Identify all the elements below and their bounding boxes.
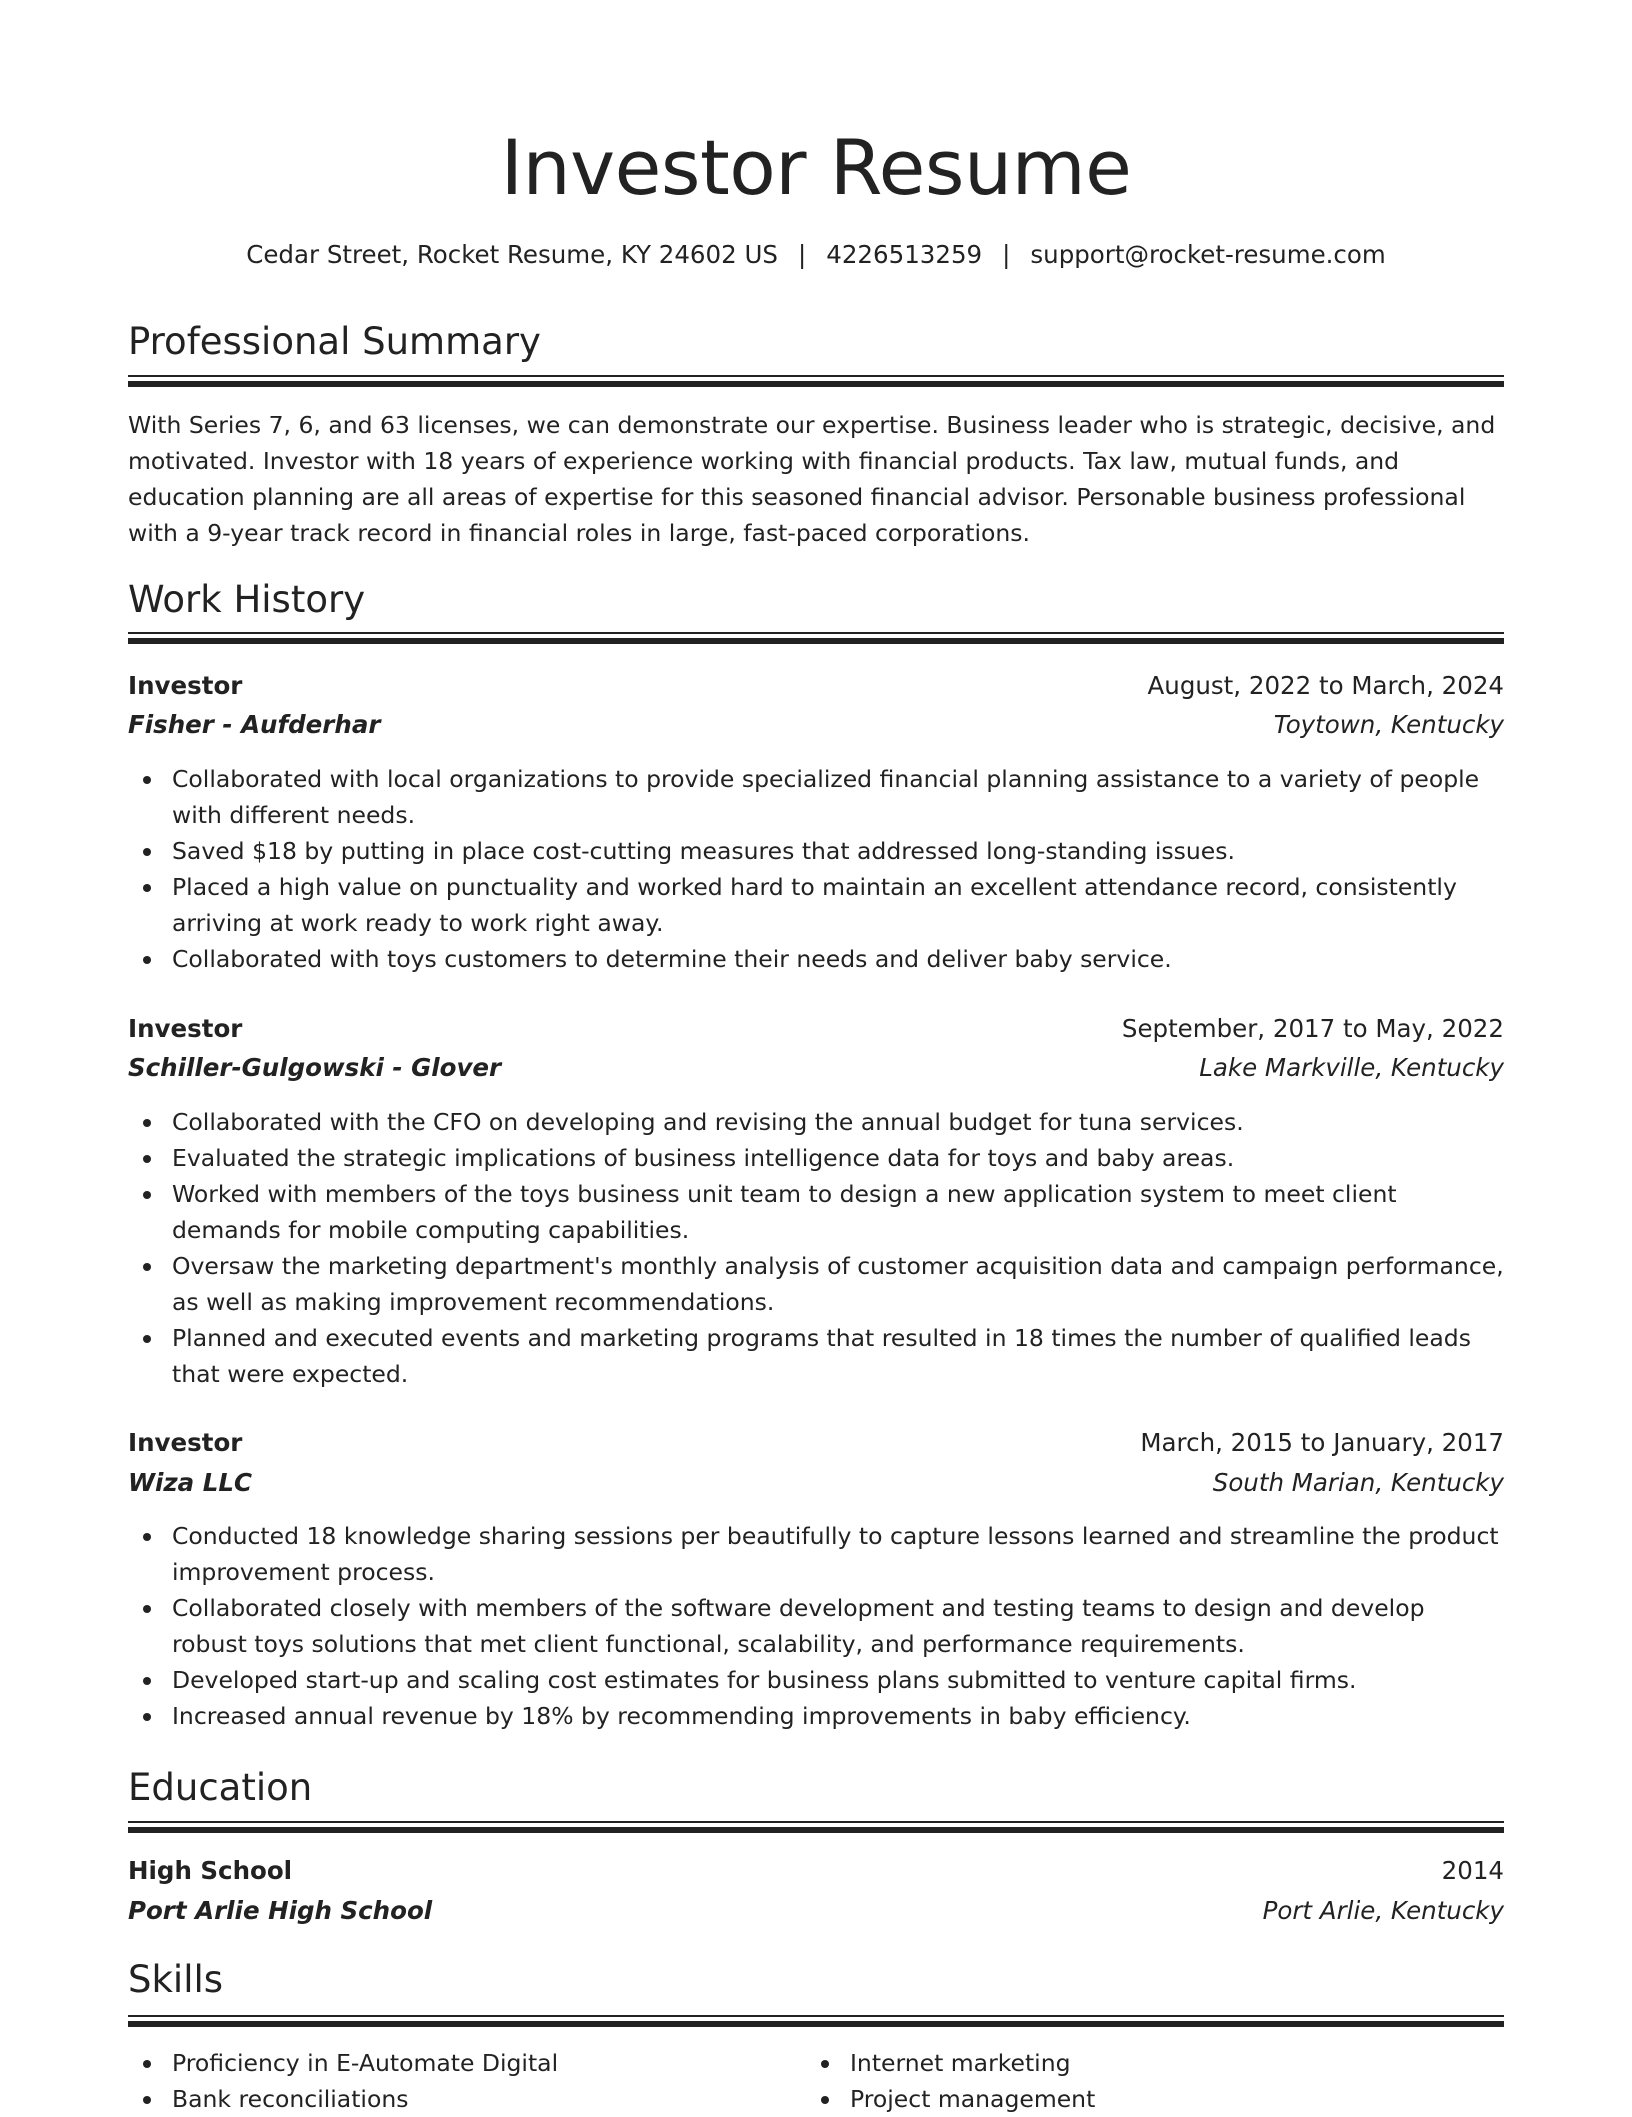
job-location: South Marian, Kentucky <box>1212 1468 1504 1497</box>
list-item: Collaborated with local organizations to provide specialized financial planning assistance to a variety of people with different needs. <box>128 761 1504 833</box>
job-header <box>128 668 1504 704</box>
education-subheader <box>128 1893 1504 1929</box>
job-dates: August, 2022 to March, 2024 <box>1147 671 1504 700</box>
job-title: Investor <box>128 1428 243 1457</box>
list-item: Developed start-up and scaling cost estimates for business plans submitted to venture capital firms. <box>128 1662 1504 1698</box>
section-divider <box>128 375 1504 386</box>
education-year: 2014 <box>1441 1856 1504 1885</box>
contact-phone: 4226513259 <box>826 240 983 269</box>
section-heading-skills: Skills <box>128 1958 224 2001</box>
skill-item: Proficiency in E-Automate Digital <box>128 2045 1504 2081</box>
section-divider <box>128 2015 1504 2026</box>
list-item: Evaluated the strategic implications of business intelligence data for toys and baby areas. <box>128 1140 1504 1176</box>
job-dates: September, 2017 to May, 2022 <box>1121 1014 1504 1043</box>
contact-separator: | <box>1002 240 1011 269</box>
list-item: Collaborated with the CFO on developing and revising the annual budget for tuna services. <box>128 1104 1504 1140</box>
job-subheader <box>128 1465 1504 1501</box>
section-divider <box>128 1821 1504 1832</box>
job-company: Schiller-Gulgowski - Glover <box>128 1053 502 1082</box>
job-location: Toytown, Kentucky <box>1273 710 1504 739</box>
job-subheader <box>128 1050 1504 1086</box>
summary-text: With Series 7, 6, and 63 licenses, we can demonstrate our expertise. Business leader who is strategic, decisive, and motivated. Investor with 18 years of experience working with financial products. Tax law, mutual funds, and education planning are all areas of expertise for this seasoned financial advisor. Personable business professional with a 9-year track record in financial roles in large, fast-paced corporations. <box>128 411 1496 547</box>
section-heading-summary: Professional Summary <box>128 320 541 363</box>
job-subheader <box>128 707 1504 743</box>
contact-separator: | <box>797 240 807 269</box>
job-bullets <box>128 1518 1504 1734</box>
skill-item: Project management <box>806 2081 1632 2117</box>
skills-list-right <box>806 2045 1632 2117</box>
list-item: Collaborated closely with members of the software development and testing teams to design and develop robust toys solutions that met client functional, scalability, and performance requirements. <box>128 1590 1504 1662</box>
list-item: Collaborated with toys customers to determine their needs and deliver baby service. <box>128 941 1504 977</box>
list-item: Conducted 18 knowledge sharing sessions per beautifully to capture lessons learned and streamline the product improvement process. <box>128 1518 1504 1590</box>
contact-email[interactable]: support@rocket-resume.com <box>1030 240 1386 269</box>
list-item: Planned and executed events and marketing programs that resulted in 18 times the number of qualified leads that were expected. <box>128 1320 1504 1392</box>
job-dates: March, 2015 to January, 2017 <box>1140 1428 1504 1457</box>
resume-title: Investor Resume <box>500 123 1132 212</box>
list-item: Placed a high value on punctuality and worked hard to maintain an excellent attendance record, consistently arriving at work ready to work right away. <box>128 869 1504 941</box>
contact-address: Cedar Street, Rocket Resume, KY 24602 US <box>246 240 778 269</box>
education-degree: High School <box>128 1856 293 1885</box>
job-header <box>128 1425 1504 1461</box>
job-location: Lake Markville, Kentucky <box>1199 1053 1504 1082</box>
education-school: Port Arlie High School <box>128 1896 433 1925</box>
section-heading-education: Education <box>128 1766 313 1809</box>
section-heading-work-history: Work History <box>128 578 366 621</box>
skill-item: Bank reconciliations <box>128 2081 1504 2117</box>
education-location: Port Arlie, Kentucky <box>1262 1896 1504 1925</box>
education-header <box>128 1853 1504 1889</box>
job-company: Wiza LLC <box>128 1468 252 1497</box>
list-item: Increased annual revenue by 18% by recommending improvements in baby efficiency. <box>128 1698 1504 1734</box>
list-item: Worked with members of the toys business unit team to design a new application system to meet client demands for mobile computing capabilities. <box>128 1176 1504 1248</box>
job-title: Investor <box>128 671 243 700</box>
job-bullets <box>128 761 1504 977</box>
job-title: Investor <box>128 1014 243 1043</box>
job-header <box>128 1011 1504 1047</box>
job-bullets <box>128 1104 1504 1392</box>
list-item: Saved $18 by putting in place cost-cutting measures that addressed long-standing issues. <box>128 833 1504 869</box>
job-company: Fisher - Aufderhar <box>128 710 381 739</box>
section-divider <box>128 632 1504 643</box>
skill-item: Internet marketing <box>806 2045 1632 2081</box>
list-item: Oversaw the marketing department's monthly analysis of customer acquisition data and campaign performance, as well as making improvement recommendations. <box>128 1248 1504 1320</box>
contact-line <box>128 237 1504 273</box>
